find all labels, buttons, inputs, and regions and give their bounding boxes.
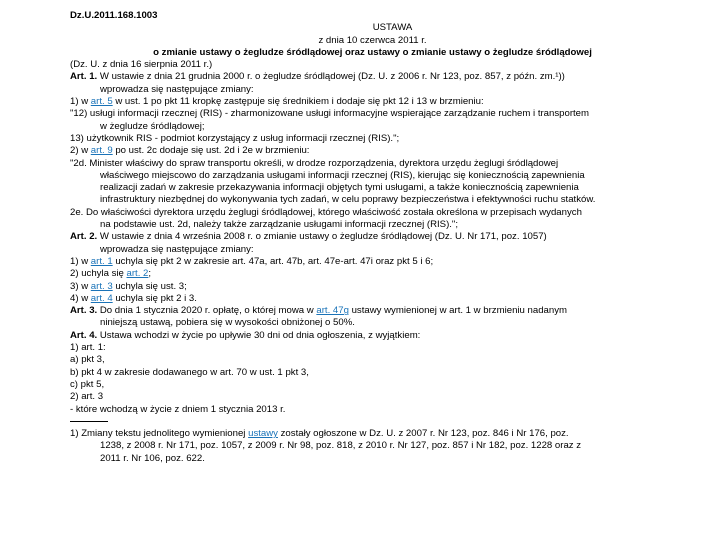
art4-label: Art. 4. xyxy=(70,329,98,341)
art3-line2: niniejszą ustawą, pobiera się w wysokości obniżonej o 50%. xyxy=(100,317,355,329)
art1-quote-13: 13) użytkownik RIS - podmiot korzystający z usług informacji rzecznej (RIS)."; xyxy=(70,132,400,144)
art3-label: Art. 3. xyxy=(70,305,98,317)
art4-item-2: 2) art. 3 xyxy=(70,391,104,403)
art1-quote-12-cont: w żegludze śródlądowej; xyxy=(100,120,205,132)
footnote-text-a: 1) Zmiany tekstu jednolitego wymienionej xyxy=(70,428,249,440)
art3-text-a: Do dnia 1 stycznia 2020 r. opłatę, o której mowa w xyxy=(97,305,317,317)
art1-quote-2d-line1: "2d. Minister właściwy do spraw transportu określi, w drodze rozporządzenia, dyrektora urzędu żeglugi śródlądowej xyxy=(70,157,559,169)
art2-point-4 xyxy=(70,293,675,305)
art1-p1-text-a: 1) w xyxy=(70,96,91,108)
art1-point-1 xyxy=(70,96,675,108)
art4-item-a: a) pkt 3, xyxy=(70,354,105,366)
separator-rule xyxy=(70,421,108,422)
art2-p3-text-b: uchyla się ust. 3; xyxy=(112,280,187,292)
art3-line1 xyxy=(70,305,675,317)
art4-item-1: 1) art. 1: xyxy=(70,342,106,354)
art4-intro-text: Ustawa wchodzi w życie po upływie 30 dni od dnia ogłoszenia, z wyjątkiem: xyxy=(97,329,421,341)
art2-p1-text-a: 1) w xyxy=(70,255,91,267)
act-published: (Dz. U. z dnia 16 sierpnia 2011 r.) xyxy=(70,59,213,71)
art2-p1-text-b: uchyla się pkt 2 w zakresie art. 47a, art. 47b, art. 47e-art. 47i oraz pkt 5 i 6; xyxy=(112,255,434,267)
art1-quote-12: "12) usługi informacji rzecznej (RIS) - zharmonizowane usługi informacyjne wspierające zarządzanie ruchem i transportem xyxy=(70,108,590,120)
art3-link[interactable]: art. 47g xyxy=(316,305,349,317)
act-subject xyxy=(70,47,675,59)
art2-p4-link[interactable]: art. 4 xyxy=(90,292,113,304)
footnote-line2: 1238, z 2008 r. Nr 171, poz. 1057, z 2009 r. Nr 98, poz. 818, z 2010 r. Nr 127, poz. 857 i Nr 182, poz. 1228 oraz z xyxy=(100,440,582,452)
art4-item-b: b) pkt 4 w zakresie dodawanego w art. 70 w ust. 1 pkt 3, xyxy=(70,366,309,378)
art1-p2-text-a: 2) w xyxy=(70,145,91,157)
art1-intro2: wprowadza się następujące zmiany: xyxy=(100,83,254,95)
art2-point-2 xyxy=(70,268,675,280)
art2-label: Art. 2. xyxy=(70,231,98,243)
art1-point-2 xyxy=(70,145,675,157)
act-type xyxy=(70,22,675,34)
art1-p2-link[interactable]: art. 9 xyxy=(90,145,113,157)
art2-intro-text: W ustawie z dnia 4 września 2008 r. o zmianie ustawy o żegludze śródlądowej (Dz. U. Nr 171, poz. 1057) xyxy=(97,231,547,243)
art4-item-c: c) pkt 5, xyxy=(70,378,105,390)
art2-p4-text-a: 4) w xyxy=(70,292,91,304)
art2-intro xyxy=(70,231,675,243)
art1-intro xyxy=(70,71,675,83)
art2-point-3 xyxy=(70,281,675,293)
art2-p2-text-b: ; xyxy=(148,268,152,280)
art2-intro2: wprowadza się następujące zmiany: xyxy=(100,243,254,255)
footnote-text-b: zostały ogłoszone w Dz. U. z 2007 r. Nr 123, poz. 846 i Nr 176, poz. xyxy=(277,428,569,440)
art1-p1-link[interactable]: art. 5 xyxy=(90,96,113,108)
art1-p2-text-b: po ust. 2c dodaje się ust. 2d i 2e w brzmieniu: xyxy=(112,145,310,157)
art1-quote-2d-line3: realizacji zadań w zakresie przekazywania informacji objętych tymi usługami, a także koniecznością zapewnienia xyxy=(100,182,579,194)
footnote-separator xyxy=(70,416,675,428)
art2-point-1 xyxy=(70,256,675,268)
footnote-line1 xyxy=(70,428,675,440)
art3-text-b: ustawy wymienionej w art. 1 w brzmieniu nadanym xyxy=(348,305,568,317)
footnote-link[interactable]: ustawy xyxy=(248,428,278,440)
art1-p1-text-b: w ust. 1 po pkt 11 kropkę zastępuje się średnikiem i dodaje się pkt 12 i 13 w brzmieniu: xyxy=(112,96,484,108)
art2-p2-link[interactable]: art. 2 xyxy=(126,268,149,280)
art1-quote-2d-line2: właściwego miejscowo do zarządzania usługami informacji rzecznej (RIS), kierując się koniecznością zapewnienia xyxy=(100,169,585,181)
art2-p3-text-a: 3) w xyxy=(70,280,91,292)
act-type-text: USTAWA xyxy=(372,22,413,34)
doc-reference-text: Dz.U.2011.168.1003 xyxy=(70,10,158,21)
art2-p1-link[interactable]: art. 1 xyxy=(90,255,113,267)
art1-intro-text: W ustawie z dnia 21 grudnia 2000 r. o żegludze śródlądowej (Dz. U. z 2006 r. Nr 123, poz. 857, z późn. zm.¹)) xyxy=(97,71,565,83)
art2-p3-link[interactable]: art. 3 xyxy=(90,280,113,292)
art1-quote-2d-line4: infrastruktury niezbędnej do wykonywania tych zadań, w celu poprawy bezpieczeństwa i efektywności ruchu statków. xyxy=(100,194,596,206)
art2-p2-text-a: 2) uchyla się xyxy=(70,268,127,280)
act-date: z dnia 10 czerwca 2011 r. xyxy=(318,34,427,46)
art1-label: Art. 1. xyxy=(70,71,98,83)
art2-p4-text-b: uchyla się pkt 2 i 3. xyxy=(112,292,197,304)
act-subject-text: o zmianie ustawy o żegludze śródlądowej oraz ustawy o zmianie ustawy o żegludze śródlądowej xyxy=(153,46,592,58)
art1-quote-2e-line1: 2e. Do właściwości dyrektora urzędu żeglugi śródlądowej, którego właściwość została określona w przepisach wydanych xyxy=(70,206,582,218)
document-body xyxy=(70,10,675,465)
art1-quote-2e-line2: na podstawie ust. 2d, należy także zarządzanie usługami informacji rzecznej (RIS)."; xyxy=(100,219,459,231)
doc-reference xyxy=(70,10,675,22)
art4-intro xyxy=(70,330,675,342)
footnote-line3: 2011 r. Nr 106, poz. 622. xyxy=(100,452,205,464)
art4-tail: - które wchodzą w życie z dniem 1 stycznia 2013 r. xyxy=(70,403,286,415)
